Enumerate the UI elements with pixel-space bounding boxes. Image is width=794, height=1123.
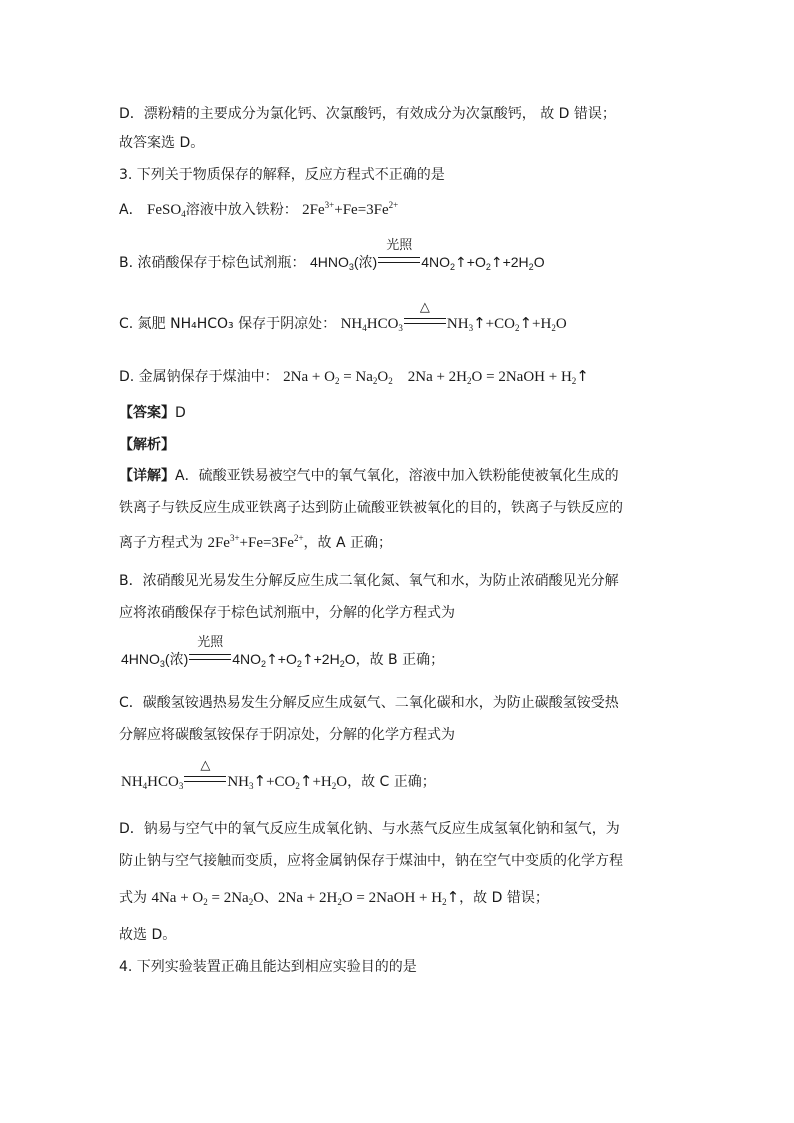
equation-c-detail: $NH_4HCO_3$ △ $NH_3↑+CO_2↑+H_2O$ xyxy=(121,757,348,791)
option-d xyxy=(119,366,589,387)
detail-c-line-1: C．碳酸氢铵遇热易发生分解反应生成氨气、二氧化碳和水，为防止碳酸氢铵受热 xyxy=(119,695,619,711)
option-b xyxy=(119,237,545,273)
detail-a-line-3: 离子方程式为 $2Fe^{3+}+Fe=3Fe^{2+}$，故 A 正确； xyxy=(119,533,393,551)
formula-feso4: FeSO$_4$ xyxy=(147,202,186,219)
answer-value: D xyxy=(175,405,186,421)
question-3: 3. 下列关于物质保存的解释，反应方程式不正确的是 xyxy=(119,167,445,183)
condition-light-detail: 光照 xyxy=(189,649,231,669)
detail-c-line-3: $NH_4HCO_3$ △ $NH_3↑+CO_2↑+H_2O$，故 C 正确； xyxy=(121,757,436,791)
detail-c-line-2: 分解应将碳酸氢铵保存于阴凉处，分解的化学方程式为 xyxy=(119,727,455,743)
option-b-label: B. 浓硝酸保存于棕色试剂瓶： xyxy=(119,255,306,271)
condition-heat-detail: △ xyxy=(184,772,226,792)
equation-d-detail-1: $4Na + O_2 = 2Na_2O$ xyxy=(151,890,265,907)
detail-d-line-1: D．钠易与空气中的氧气反应生成氧化钠、与水蒸气反应生成氢氧化钠和氢气，为 xyxy=(119,821,620,837)
option-d-label: D. 金属钠保存于煤油中： xyxy=(119,369,279,385)
equation-c: $NH_4HCO_3$ △ $NH_3↑+CO_2↑+H_2O$ xyxy=(340,299,567,333)
equation-a: $2Fe^{3+}+Fe=3Fe^{2+}$ xyxy=(302,200,399,218)
option-a xyxy=(119,200,398,220)
conclusion: 故选 D。 xyxy=(119,927,177,943)
detail-a-line-1: 【详解】A．硫酸亚铁易被空气中的氧气氧化，溶液中加入铁粉能使被氧化生成的 xyxy=(119,468,619,484)
condition-light: 光照 xyxy=(378,252,420,272)
detail-b-line-3: $4HNO_3$(浓) 光照 $4NO_2↑+O_2↑+2H_2O$，故 B 正确； xyxy=(121,634,445,669)
equation-d: $2Na + O_2 = Na_2O_2$ $2Na + 2H_2O$ = 2NaOH + $H_2↑$ xyxy=(283,367,589,386)
option-a-prefix: A． xyxy=(119,202,143,218)
detail-a-line-2: 铁离子与铁反应生成亚铁离子达到防止硫酸亚铁被氧化的目的，铁离子与铁反应的 xyxy=(119,500,623,516)
option-c-label: C. 氮肥 NH₄HCO₃ 保存于阴凉处： xyxy=(119,316,337,332)
answer-label: 【答案】 xyxy=(119,405,175,421)
equation-a-detail: $2Fe^{3+}+Fe=3Fe^{2+}$ xyxy=(207,533,304,551)
option-d-previous: D．漂粉精的主要成分为氯化钙、次氯酸钙，有效成分为次氯酸钙， 故 D 错误； xyxy=(119,106,616,122)
detail-label: 【详解】 xyxy=(119,468,175,484)
analysis-label: 【解析】 xyxy=(119,437,175,453)
answer xyxy=(119,403,186,423)
previous-answer: 故答案选 D。 xyxy=(119,135,205,151)
option-a-label: 溶液中放入铁粉： xyxy=(185,202,298,218)
equation-b: $4HNO_3$(浓) 光照 $4NO_2↑+O_2↑+2H_2O$ xyxy=(309,237,545,272)
detail-d-line-2: 防止钠与空气接触而变质，应将金属钠保存于煤油中，钠在空气中变质的化学方程 xyxy=(119,853,623,869)
equation-b-detail: $4HNO_3$(浓) 光照 $4NO_2↑+O_2↑+2H_2O$ xyxy=(121,634,356,669)
equation-d-detail-2: $2Na + 2H_2O$ = 2NaOH + $H_2↑$ xyxy=(278,888,460,907)
condition-heat: △ xyxy=(404,314,446,334)
detail-b-line-1: B．浓硝酸见光易发生分解反应生成二氧化氮、氧气和水，为防止浓硝酸见光分解 xyxy=(119,573,619,589)
detail-b-line-2: 应将浓硝酸保存于棕色试剂瓶中，分解的化学方程式为 xyxy=(119,605,455,621)
option-c xyxy=(119,299,567,334)
question-4: 4. 下列实验装置正确且能达到相应实验目的的是 xyxy=(119,959,417,975)
detail-d-line-3: 式为 $4Na + O_2 = 2Na_2O$、$2Na + 2H_2O$ = 2NaOH + $H_2↑$，故 D 错误； xyxy=(119,888,549,907)
